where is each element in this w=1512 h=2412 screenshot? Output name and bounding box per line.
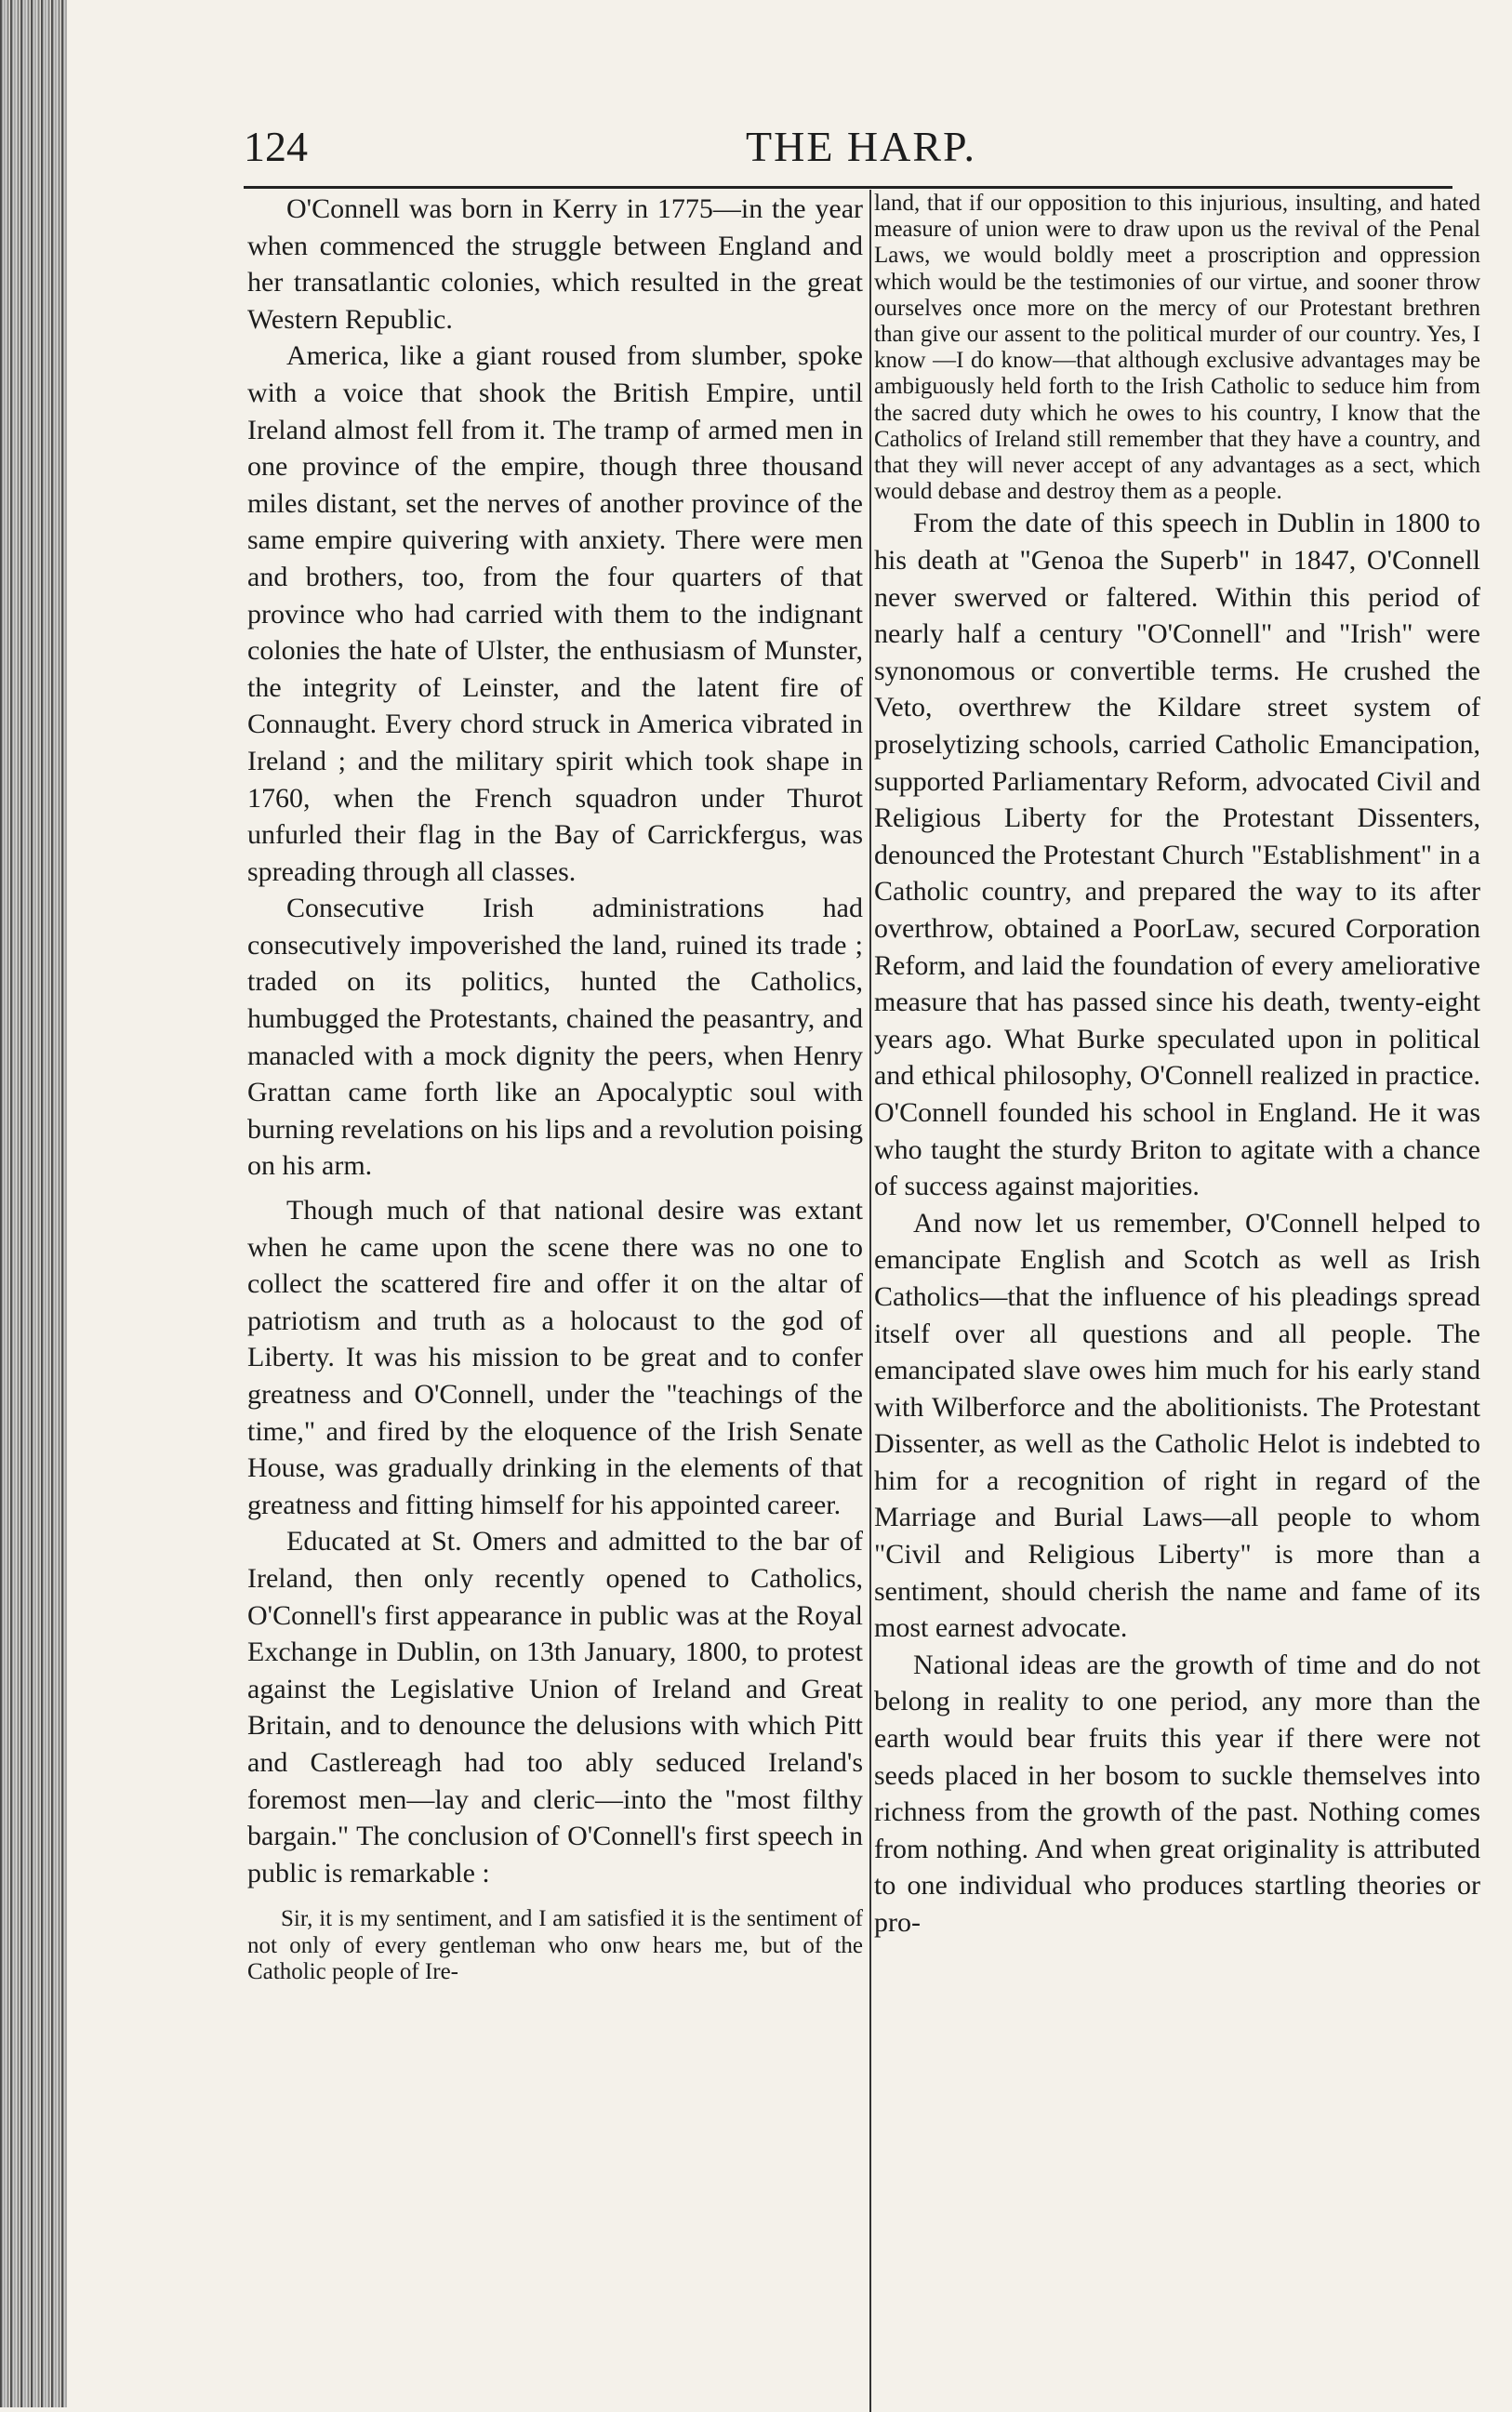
- page-number: 124: [244, 123, 308, 170]
- paragraph: Consecutive Irish administrations had consecutively impoverished the land, ruined its trade ; traded on its politics, hunted the Catholics, humbugged the Protestants, chained the peasantry, and manacled with a mock dignity the peers, when Henry Grattan came forth like an Apocalyptic soul with burning revelations on his lips and a revolution poising on his arm.: [247, 893, 863, 1182]
- paragraph: Educated at St. Omers and admitted to the bar of Ireland, then only recently opened to Catholics, O'Connell's first appearance in public was at the Royal Exchange in Dublin, on 13th January, 1800, to protest against the Legislative Union of Ireland and Great Britain, and to denounce the delusions with which Pitt and Castlereagh had too ably seduced Ireland's foremost men—lay and cleric—into the "most filthy bargain." The conclusion of O'Connell's first speech in public is remarkable :: [247, 1526, 863, 1889]
- speech-quote: Sir, it is my sentiment, and I am satisfied it is the sentiment of not only of every gentleman who onw hears me, but of the Catholic people of Ire-: [247, 1906, 863, 1984]
- paragraph: And now let us remember, O'Connell helped to emancipate English and Scotch as well as Irish Catholics—that the influence of his pleadings spread itself over all questions and all people. The emancipated slave owes him much for his early stand with Wilberforce and the abolitionists. The Protestant Dissenter, as well as the Catholic Helot is indebted to him for a recognition of right in regard of the Marriage and Burial Laws—all people to whom "Civil and Religious Liberty" is more than a sentiment, should cherish the name and fame of its most earnest advocate.: [874, 1207, 1480, 1644]
- running-title: THE HARP.: [746, 123, 977, 170]
- binding-edge: [0, 0, 67, 2407]
- paragraph: From the date of this speech in Dublin in 1800 to his death at "Genoa the Superb" in 1847, O'Connell never swerved or faltered. Within this period of nearly half a century "O'Connell" and "Irish" were synonomous or convertible terms. He crushed the Veto, overthrew the Kildare street system of proselytizing schools, carried Catholic Emancipation, supported Parliamentary Reform, advocated Civil and Religious Liberty for the Protestant Dissenters, denounced the Protestant Church "Establishment" in a Catholic country, and prepared the way to its after overthrow, obtained a PoorLaw, secured Corporation Reform, and laid the foundation of every ameliorative measure that has passed since his death, twenty-eight years ago. What Burke speculated upon in political and ethical philosophy, O'Connell realized in practice. O'Connell founded his school in England. He it was who taught the sturdy Briton to agitate with a chance of success against majorities.: [874, 508, 1480, 1202]
- header-rule: [244, 186, 1452, 189]
- paragraph: Though much of that national desire was extant when he came upon the scene there was no one to collect the scattered fire and offer it on the altar of patriotism and truth as a holocaust to the god of Liberty. It was his mission to be great and to confer greatness and O'Connell, under the "teachings of the time," and fired by the eloquence of the Irish Senate House, was gradually drinking in the elements of that greatness and fitting himself for his appointed career.: [247, 1195, 863, 1520]
- paragraph: America, like a giant roused from slumber, spoke with a voice that shook the British Empire, until Ireland almost fell from it. The tramp of armed men in one province of the empire, though three thousand miles distant, set the nerves of another province of the same empire quivering with anxiety. There were men and brothers, too, from the four quarters of that province who had carried with them to the indignant colonies the hate of Ulster, the enthusiasm of Munster, the integrity of Leinster, and the latent fire of Connaught. Every chord struck in America vibrated in Ireland ; and the military spirit which took shape in 1760, when the French squadron under Thurot unfurled their flag in the Bay of Carrickfergus, was spreading through all classes.: [247, 340, 863, 887]
- column-divider: [869, 190, 871, 2412]
- page-header: [244, 119, 1443, 184]
- left-column: [247, 191, 863, 1985]
- speech-quote-continued: land, that if our opposition to this injurious, insulting, and hated measure of union were to draw upon us the revival of the Penal Laws, we would boldly meet a proscription and oppression which would be the testimonies of our virtue, and sooner throw ourselves once more on the mercy of our Protestant brethren than give our assent to the political murder of our country. Yes, I know —I do know—that although exclusive advantages may be ambiguously held forth to the Irish Catholic to seduce him from the sacred duty which he owes to his country, I know that the Catholics of Ireland still remember that they have a country, and that they will never accept of any advantages as a sect, which would debase and destroy them as a people.: [874, 191, 1480, 505]
- right-column: [874, 191, 1480, 1942]
- paragraph: National ideas are the growth of time and do not belong in reality to one period, any more than the earth would bear fruits this year if there were not seeds placed in her bosom to suckle themselves into richness from the growth of the past. Nothing comes from nothing. And when great originality is attributed to one individual who produces startling theories or pro-: [874, 1649, 1480, 1938]
- paragraph: O'Connell was born in Kerry in 1775—in the year when commenced the struggle between England and her transatlantic colonies, which resulted in the great Western Republic.: [247, 193, 863, 335]
